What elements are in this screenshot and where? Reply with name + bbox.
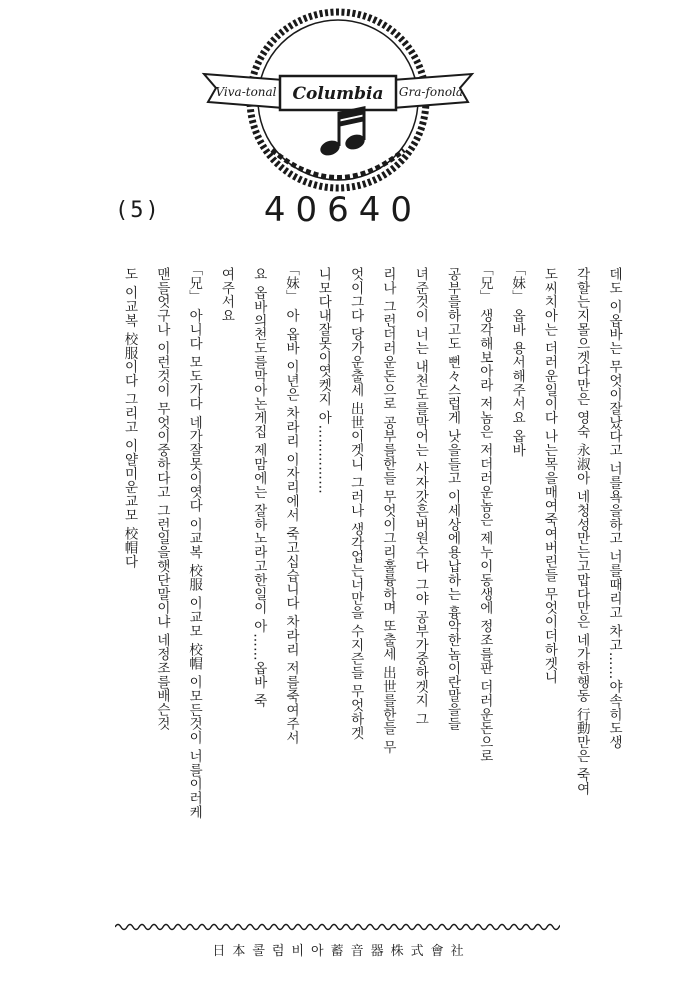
wavy-divider <box>115 920 560 934</box>
columbia-logo <box>0 0 676 200</box>
lyrics-text <box>95 262 620 922</box>
lyric-line: 생각해보아라 저놈은 저더러운놈은 제누이동생에 정조를판 더러운돈으로 <box>476 308 493 764</box>
logo-left-banner-text: Viva-tonal <box>215 85 277 99</box>
lyric-column-9 <box>348 262 362 922</box>
publisher-footer: 日本콜럼비아蓄音器株式會社 <box>212 944 471 959</box>
lyric-line: 엇이그다 당가운출세 出世이겟니 그러나 생각업는너만을 수지즌들 무엇하겟 <box>347 267 364 740</box>
lyric-column-11 <box>284 262 298 922</box>
lyric-line: 맨들엇구나 이런것이 무엇이중하다고 그런일을햇단말이냐 네정조를배슨것 <box>153 267 170 731</box>
speaker-label: 「兄」 <box>476 262 493 304</box>
lyric-line: 니모다내잘못이엿켓지 아…………… <box>315 267 332 495</box>
lyric-column-12 <box>251 262 265 922</box>
lyric-line: 리나 그런더러운돈으로 공부를한들 무엇이그리훌륭하며 또출세 出世를한들 무 <box>379 267 396 754</box>
lyric-line: 공부를하고도 뻔々스럽게 낫을들고 이세상에용납하는 흉악한놈이란말을들 <box>444 267 461 731</box>
lyric-column-4 <box>510 262 524 922</box>
music-note-icon <box>318 106 367 158</box>
lyric-column-7 <box>413 262 427 922</box>
lyric-column-15 <box>154 262 168 922</box>
lyric-column-10 <box>316 262 330 922</box>
logo-right-banner-text: Gra-fonola <box>398 85 464 99</box>
lyric-line: 옵바 용서해주서요 옵바 <box>509 308 526 458</box>
lyric-line: 아 옵바 이년은 차라리 이자리에서 죽고십습니다 차라리 저를죽여주서 <box>283 308 300 745</box>
side-label: (5) <box>115 198 161 223</box>
speaker-label: 「兄」 <box>186 262 203 304</box>
lyric-column-1 <box>607 262 621 922</box>
logo-center-banner-text: Columbia <box>292 84 384 104</box>
speaker-label: 「妹」 <box>509 262 526 304</box>
lyric-column-3 <box>542 262 556 922</box>
speaker-label: 「妹」 <box>283 262 300 304</box>
lyric-line: 요 옵바의천도를막아논게집 제맘에는 잘하노라고한일이 아……옵바 죽 <box>250 267 267 708</box>
lyric-column-2 <box>574 262 588 922</box>
lyric-line: 도씨치아는 더러운일이다 나는목을매여죽여버린들 무엇이더하겟니 <box>541 267 558 685</box>
lyric-line: 여주서요 <box>218 267 235 323</box>
lyric-line: 아니다 모도가다 네가잘못이엿다 이교복 校服 이교모 校帽 이모든것이 너를이러케 <box>186 308 203 819</box>
lyric-column-8 <box>380 262 394 922</box>
lyric-column-13 <box>219 262 233 922</box>
lyric-line: 각할는지몰으겟다만은 영숙 永淑아 네청성만는고맙다만은 네가한행동 行動만은 죽여 <box>573 267 590 796</box>
lyric-column-5 <box>477 262 491 922</box>
lyric-column-14 <box>187 262 201 922</box>
lyric-column-6 <box>445 262 459 922</box>
lyric-line: 도 이교복 校服이다 그리고 이얄미운교모 校帽다 <box>121 267 138 569</box>
lyric-line: 데도 이옵바는 무엇이잘났다고 너를욕을하고 너를때리고 차고……야속히도생 <box>606 267 622 750</box>
record-number: 40640 <box>263 190 423 230</box>
lyric-line: 녀준것이 너는 내천도를막어는 사자갓흔버원수다 그야 공부가중하겟지 그 <box>412 267 429 727</box>
lyric-column-16 <box>122 262 136 922</box>
